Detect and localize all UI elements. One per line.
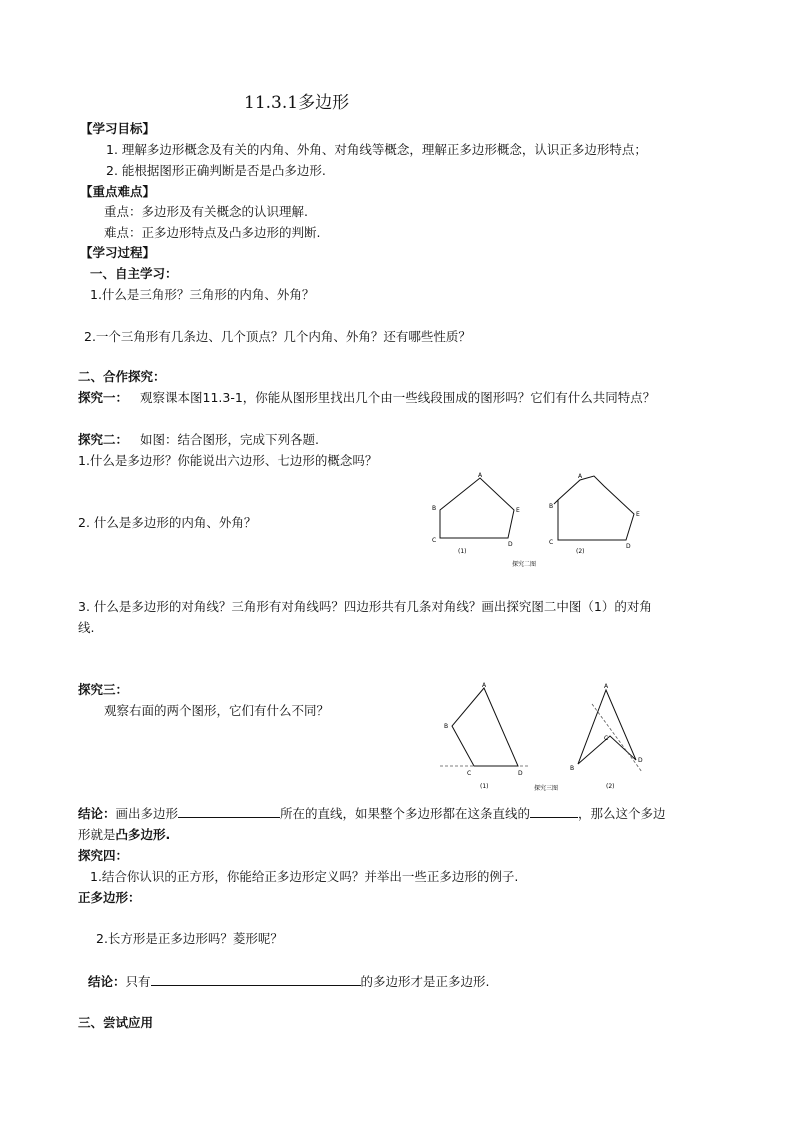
conclusion1-text-e: 凸多边形. xyxy=(115,827,171,842)
concave-quadrilateral xyxy=(578,690,636,764)
convex-quadrilateral xyxy=(452,688,518,766)
fig2-sub-2: (2) xyxy=(576,548,585,555)
page-title: 11.3.1多边形 xyxy=(244,93,350,113)
conclusion1-row xyxy=(78,805,666,822)
concave-extension xyxy=(592,704,642,772)
conclusion1-text-b: 所在的直线，如果整个多边形都在这条直线的 xyxy=(280,806,531,821)
conclusion2-text-b: 的多边形才是正多边形. xyxy=(360,974,490,989)
explore2-figure xyxy=(420,470,650,570)
conclusion2-text-a: 只有 xyxy=(125,974,151,989)
conclusion2-blank[interactable] xyxy=(151,973,361,986)
explore1-text: 观察课本图11.3-1，你能从图形里找出几个由一些线段围成的图形吗？它们有什么共同特点？ xyxy=(140,390,656,405)
fig3-label-c2: C xyxy=(604,735,609,742)
cooperation-heading: 二、合作探究： xyxy=(78,369,166,384)
keypoint-item-1: 重点：多边形及有关概念的认识理解. xyxy=(104,204,308,219)
conclusion1-text-c: ，那么这个多边 xyxy=(578,806,666,821)
explore3-label: 探究三： xyxy=(78,682,129,697)
fig3-sub-1: (1) xyxy=(480,783,489,790)
conclusion2-row xyxy=(88,973,490,990)
regular-polygon-label: 正多边形： xyxy=(78,890,141,905)
conclusion1-blank-2[interactable] xyxy=(530,805,578,818)
keypoint-item-2: 难点：正多边形特点及凸多边形的判断. xyxy=(104,225,321,240)
fig3-label-d2: D xyxy=(638,757,643,764)
self-study-question-1: 1.什么是三角形？三角形的内角、外角？ xyxy=(90,287,315,302)
pentagon-1 xyxy=(440,478,514,538)
fig3-label-b2: B xyxy=(570,765,575,772)
keypoints-heading: 【重点难点】 xyxy=(80,184,156,199)
fig2-label-a1: A xyxy=(478,472,483,479)
objective-item-2: 2. 能根据图形正确判断是否是凸多边形. xyxy=(106,163,326,178)
fig2-caption: 探究二图 xyxy=(512,561,537,568)
self-study-question-2: 2.一个三角形有几条边、几个顶点？几个内角、外角？还有哪些性质？ xyxy=(84,329,471,344)
fig3-label-a2: A xyxy=(604,683,609,690)
fig3-sub-2: (2) xyxy=(606,783,615,790)
explore2-question-3-line2: 线. xyxy=(78,620,95,635)
fig2-label-e2: E xyxy=(636,511,640,518)
explore2-question-1: 1.什么是多边形？你能说出六边形、七边形的概念吗？ xyxy=(78,453,378,468)
explore2-label: 探究二： xyxy=(78,432,129,447)
fig3-label-a1: A xyxy=(482,682,487,689)
fig2-label-b1: B xyxy=(432,505,437,512)
pentagon-2-extension xyxy=(554,500,558,504)
conclusion2-label: 结论： xyxy=(88,974,126,989)
explore1-row xyxy=(78,390,655,406)
explore2-row xyxy=(78,432,319,448)
fig3-label-c1: C xyxy=(467,770,472,777)
conclusion1-row-2 xyxy=(78,827,170,843)
explore1-label: 探究一： xyxy=(78,390,129,405)
fig2-label-c1: C xyxy=(432,537,437,544)
explore4-question-1: 1.结合你认识的正方形，你能给正多边形定义吗？并举出一些正多边形的例子. xyxy=(90,869,519,884)
explore3-text: 观察右面的两个图形，它们有什么不同？ xyxy=(104,703,330,718)
objectives-heading: 【学习目标】 xyxy=(80,121,156,136)
apply-heading: 三、尝试应用 xyxy=(78,1015,154,1030)
conclusion1-blank-1[interactable] xyxy=(178,805,280,818)
explore4-label: 探究四： xyxy=(78,848,129,863)
conclusion1-label: 结论： xyxy=(78,806,116,821)
self-study-heading: 一、自主学习： xyxy=(90,266,178,281)
fig2-label-d1: D xyxy=(508,541,513,548)
explore2-text: 如图：结合图形，完成下列各题. xyxy=(140,432,319,447)
fig3-label-d1: D xyxy=(518,770,523,777)
conclusion1-text-d: 形就是 xyxy=(78,827,116,842)
fig2-label-d2: D xyxy=(626,543,631,550)
fig3-caption: 探究三图 xyxy=(534,785,559,792)
explore2-question-3-line1: 3. 什么是多边形的对角线？三角形有对角线吗？四边形共有几条对角线？画出探究图二中图（1）的对角 xyxy=(78,599,652,614)
pentagon-2 xyxy=(558,476,634,540)
explore2-question-2: 2. 什么是多边形的内角、外角？ xyxy=(78,515,257,530)
objective-item-1: 1. 理解多边形概念及有关的内角、外角、对角线等概念，理解正多边形概念，认识正多边形特点； xyxy=(106,142,647,157)
fig2-sub-1: (1) xyxy=(458,548,467,555)
conclusion1-text-a: 画出多边形 xyxy=(115,806,179,821)
fig2-label-e1: E xyxy=(516,507,520,514)
explore3-figure xyxy=(440,682,650,794)
process-heading: 【学习过程】 xyxy=(80,245,156,260)
fig3-label-b1: B xyxy=(444,723,449,730)
fig2-label-c2: C xyxy=(549,539,554,546)
fig2-label-b2: B xyxy=(549,503,554,510)
fig2-label-a2: A xyxy=(578,473,583,480)
explore4-question-2: 2.长方形是正多边形吗？菱形呢？ xyxy=(96,931,283,946)
